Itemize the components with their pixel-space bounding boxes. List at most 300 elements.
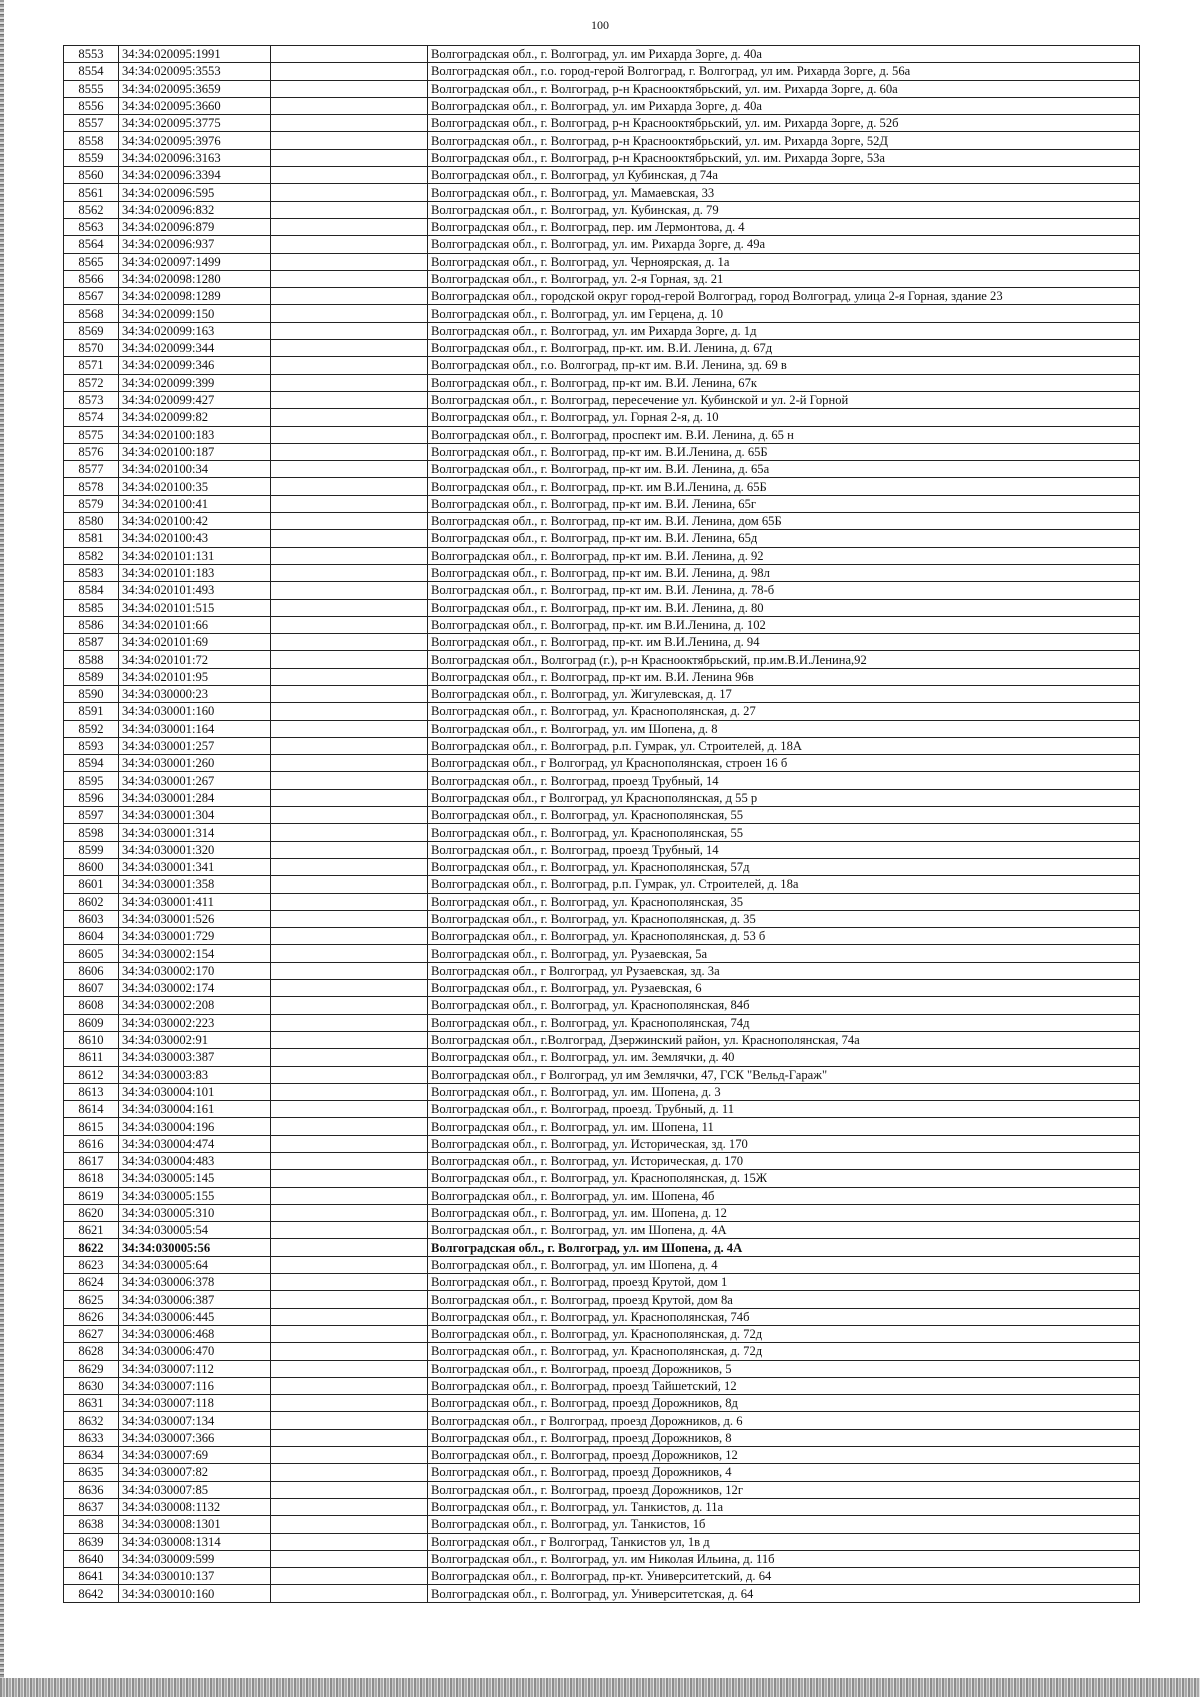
row-number-cell: 8636 — [64, 1481, 119, 1498]
address-cell: Волгоградская обл., городской округ город-герой Волгоград, город Волгоград, улица 2-я Горная, здание 23 — [428, 288, 1140, 305]
empty-cell — [271, 1343, 428, 1360]
address-cell: Волгоградская обл., г. Волгоград, ул. Краснополянская, д. 15Ж — [428, 1170, 1140, 1187]
table-row — [64, 789, 1140, 806]
table-row — [64, 149, 1140, 166]
empty-cell — [271, 685, 428, 702]
empty-cell — [271, 513, 428, 530]
cadastral-number-cell: 34:34:020099:399 — [119, 374, 271, 391]
table-row — [64, 1135, 1140, 1152]
address-cell: Волгоградская обл., г. Волгоград, ул. им Рихарда Зорге, д. 40а — [428, 46, 1140, 63]
address-cell: Волгоградская обл., г. Волгоград, пр-кт. им. В.И. Ленина, д. 67д — [428, 340, 1140, 357]
address-cell: Волгоградская обл., г. Волгоград, ул. Танкистов, д. 11а — [428, 1498, 1140, 1515]
empty-cell — [271, 858, 428, 875]
table-row — [64, 1429, 1140, 1446]
empty-cell — [271, 357, 428, 374]
empty-cell — [271, 1049, 428, 1066]
address-cell: Волгоградская обл., г. Волгоград, ул. Краснополянская, 57д — [428, 858, 1140, 875]
row-number-cell: 8601 — [64, 876, 119, 893]
empty-cell — [271, 305, 428, 322]
cadastral-number-cell: 34:34:020101:66 — [119, 616, 271, 633]
table-row — [64, 409, 1140, 426]
address-cell: Волгоградская обл., г. Волгоград, ул. им Рихарда Зорге, д. 40а — [428, 97, 1140, 114]
address-cell: Волгоградская обл., г. Волгоград, ул. Краснополянская, 55 — [428, 824, 1140, 841]
empty-cell — [271, 893, 428, 910]
address-cell: Волгоградская обл., Волгоград (г.), р-н Краснооктябрьский, пр.им.В.И.Ленина,92 — [428, 651, 1140, 668]
cadastral-number-cell: 34:34:020099:346 — [119, 357, 271, 374]
address-cell: Волгоградская обл., г. Волгоград, ул. им. Шопена, 11 — [428, 1118, 1140, 1135]
table-row — [64, 582, 1140, 599]
table-row — [64, 1325, 1140, 1342]
empty-cell — [271, 288, 428, 305]
empty-cell — [271, 340, 428, 357]
row-number-cell: 8568 — [64, 305, 119, 322]
table-row — [64, 928, 1140, 945]
table-row — [64, 634, 1140, 651]
row-number-cell: 8631 — [64, 1395, 119, 1412]
cadastral-number-cell: 34:34:030001:160 — [119, 703, 271, 720]
row-number-cell: 8570 — [64, 340, 119, 357]
row-number-cell: 8589 — [64, 668, 119, 685]
row-number-cell: 8560 — [64, 167, 119, 184]
table-row — [64, 495, 1140, 512]
address-cell: Волгоградская обл., г. Волгоград, ул. Танкистов, 1б — [428, 1516, 1140, 1533]
table-row — [64, 1222, 1140, 1239]
empty-cell — [271, 616, 428, 633]
table-row — [64, 1550, 1140, 1567]
empty-cell — [271, 1429, 428, 1446]
table-row — [64, 1170, 1140, 1187]
table-row — [64, 46, 1140, 63]
table-row — [64, 1464, 1140, 1481]
cadastral-number-cell: 34:34:030004:101 — [119, 1083, 271, 1100]
address-cell: Волгоградская обл., г. Волгоград, ул. им Шопена, д. 4А — [428, 1239, 1140, 1256]
empty-cell — [271, 1360, 428, 1377]
address-cell: Волгоградская обл., г.о. город-герой Волгоград, г. Волгоград, ул им. Рихарда Зорге, д. 56а — [428, 63, 1140, 80]
address-cell: Волгоградская обл., г Волгоград, Танкистов ул, 1в д — [428, 1533, 1140, 1550]
empty-cell — [271, 1118, 428, 1135]
row-number-cell: 8611 — [64, 1049, 119, 1066]
cadastral-number-cell: 34:34:030003:387 — [119, 1049, 271, 1066]
row-number-cell: 8554 — [64, 63, 119, 80]
table-row — [64, 1291, 1140, 1308]
row-number-cell: 8565 — [64, 253, 119, 270]
cadastral-number-cell: 34:34:020096:879 — [119, 218, 271, 235]
row-number-cell: 8616 — [64, 1135, 119, 1152]
table-row — [64, 1516, 1140, 1533]
row-number-cell: 8561 — [64, 184, 119, 201]
address-cell: Волгоградская обл., г. Волгоград, ул. им. Шопена, д. 12 — [428, 1204, 1140, 1221]
scan-edge-left — [0, 0, 4, 1697]
address-cell: Волгоградская обл., г Волгоград, проезд Дорожников, д. 6 — [428, 1412, 1140, 1429]
empty-cell — [271, 772, 428, 789]
cadastral-number-cell: 34:34:020095:3660 — [119, 97, 271, 114]
cadastral-number-cell: 34:34:020100:187 — [119, 443, 271, 460]
row-number-cell: 8585 — [64, 599, 119, 616]
row-number-cell: 8630 — [64, 1377, 119, 1394]
table-row — [64, 703, 1140, 720]
scan-edge-bottom — [0, 1678, 1200, 1697]
address-cell: Волгоградская обл., г Волгоград, ул Рузаевская, зд. 3а — [428, 962, 1140, 979]
row-number-cell: 8629 — [64, 1360, 119, 1377]
table-row — [64, 63, 1140, 80]
empty-cell — [271, 651, 428, 668]
empty-cell — [271, 530, 428, 547]
address-cell: Волгоградская обл., г. Волгоград, пр-кт им. В.И. Ленина, д. 78-б — [428, 582, 1140, 599]
cadastral-number-cell: 34:34:030007:85 — [119, 1481, 271, 1498]
address-cell: Волгоградская обл., г. Волгоград, проезд Дорожников, 8 — [428, 1429, 1140, 1446]
cadastral-number-cell: 34:34:030001:267 — [119, 772, 271, 789]
table-row — [64, 980, 1140, 997]
table-row — [64, 616, 1140, 633]
cadastral-number-cell: 34:34:020100:34 — [119, 461, 271, 478]
registry-table-body — [64, 46, 1140, 1603]
empty-cell — [271, 547, 428, 564]
cadastral-number-cell: 34:34:030002:91 — [119, 1031, 271, 1048]
table-row — [64, 357, 1140, 374]
empty-cell — [271, 876, 428, 893]
cadastral-number-cell: 34:34:020098:1289 — [119, 288, 271, 305]
table-row — [64, 115, 1140, 132]
table-row — [64, 962, 1140, 979]
cadastral-number-cell: 34:34:020101:515 — [119, 599, 271, 616]
address-cell: Волгоградская обл., г. Волгоград, ул. Краснополянская, д. 53 б — [428, 928, 1140, 945]
cadastral-number-cell: 34:34:030001:411 — [119, 893, 271, 910]
cadastral-number-cell: 34:34:020095:3976 — [119, 132, 271, 149]
empty-cell — [271, 1153, 428, 1170]
table-row — [64, 201, 1140, 218]
table-row — [64, 1447, 1140, 1464]
empty-cell — [271, 1550, 428, 1567]
cadastral-number-cell: 34:34:020095:3775 — [119, 115, 271, 132]
empty-cell — [271, 668, 428, 685]
row-number-cell: 8604 — [64, 928, 119, 945]
table-row — [64, 132, 1140, 149]
row-number-cell: 8637 — [64, 1498, 119, 1515]
table-row — [64, 1031, 1140, 1048]
row-number-cell: 8572 — [64, 374, 119, 391]
address-cell: Волгоградская обл., г Волгоград, ул им Землячки, 47, ГСК "Вельд-Гараж" — [428, 1066, 1140, 1083]
table-row — [64, 253, 1140, 270]
cadastral-number-cell: 34:34:020097:1499 — [119, 253, 271, 270]
row-number-cell: 8596 — [64, 789, 119, 806]
cadastral-number-cell: 34:34:030006:468 — [119, 1325, 271, 1342]
cadastral-number-cell: 34:34:030001:284 — [119, 789, 271, 806]
table-row — [64, 841, 1140, 858]
row-number-cell: 8559 — [64, 149, 119, 166]
empty-cell — [271, 1256, 428, 1273]
row-number-cell: 8600 — [64, 858, 119, 875]
table-row — [64, 893, 1140, 910]
row-number-cell: 8626 — [64, 1308, 119, 1325]
empty-cell — [271, 1274, 428, 1291]
empty-cell — [271, 218, 428, 235]
table-row — [64, 530, 1140, 547]
address-cell: Волгоградская обл., г. Волгоград, ул. Горная 2-я, д. 10 — [428, 409, 1140, 426]
empty-cell — [271, 149, 428, 166]
cadastral-number-cell: 34:34:020099:427 — [119, 391, 271, 408]
address-cell: Волгоградская обл., г. Волгоград, р.п. Гумрак, ул. Строителей, д. 18А — [428, 737, 1140, 754]
address-cell: Волгоградская обл., г. Волгоград, проезд Дорожников, 8д — [428, 1395, 1140, 1412]
row-number-cell: 8640 — [64, 1550, 119, 1567]
empty-cell — [271, 928, 428, 945]
address-cell: Волгоградская обл., г. Волгоград, пр-кт им. В.И. Ленина, д. 65а — [428, 461, 1140, 478]
empty-cell — [271, 1083, 428, 1100]
cadastral-number-cell: 34:34:030005:54 — [119, 1222, 271, 1239]
table-row — [64, 1585, 1140, 1602]
table-row — [64, 685, 1140, 702]
table-row — [64, 513, 1140, 530]
address-cell: Волгоградская обл., г. Волгоград, ул. Мамаевская, 33 — [428, 184, 1140, 201]
address-cell: Волгоградская обл., г. Волгоград, ул. Краснополянская, д. 72д — [428, 1343, 1140, 1360]
empty-cell — [271, 1325, 428, 1342]
empty-cell — [271, 1222, 428, 1239]
empty-cell — [271, 115, 428, 132]
row-number-cell: 8603 — [64, 910, 119, 927]
table-row — [64, 807, 1140, 824]
empty-cell — [271, 1135, 428, 1152]
empty-cell — [271, 1031, 428, 1048]
cadastral-number-cell: 34:34:030002:174 — [119, 980, 271, 997]
row-number-cell: 8557 — [64, 115, 119, 132]
empty-cell — [271, 253, 428, 270]
cadastral-number-cell: 34:34:020100:42 — [119, 513, 271, 530]
address-cell: Волгоградская обл., г. Волгоград, р-н Краснооктябрьский, ул. им. Рихарда Зорге, д. 60а — [428, 80, 1140, 97]
row-number-cell: 8639 — [64, 1533, 119, 1550]
row-number-cell: 8608 — [64, 997, 119, 1014]
table-row — [64, 858, 1140, 875]
row-number-cell: 8564 — [64, 236, 119, 253]
row-number-cell: 8625 — [64, 1291, 119, 1308]
cadastral-number-cell: 34:34:030004:483 — [119, 1153, 271, 1170]
empty-cell — [271, 1395, 428, 1412]
row-number-cell: 8558 — [64, 132, 119, 149]
cadastral-number-cell: 34:34:020101:72 — [119, 651, 271, 668]
empty-cell — [271, 1066, 428, 1083]
cadastral-number-cell: 34:34:030007:82 — [119, 1464, 271, 1481]
row-number-cell: 8612 — [64, 1066, 119, 1083]
cadastral-number-cell: 34:34:030004:161 — [119, 1101, 271, 1118]
row-number-cell: 8556 — [64, 97, 119, 114]
cadastral-number-cell: 34:34:030007:134 — [119, 1412, 271, 1429]
cadastral-number-cell: 34:34:020096:3163 — [119, 149, 271, 166]
address-cell: Волгоградская обл., г. Волгоград, ул. им Николая Ильина, д. 11б — [428, 1550, 1140, 1567]
table-row — [64, 340, 1140, 357]
address-cell: Волгоградская обл., г. Волгоград, ул. Краснополянская, 84б — [428, 997, 1140, 1014]
row-number-cell: 8598 — [64, 824, 119, 841]
cadastral-number-cell: 34:34:030004:474 — [119, 1135, 271, 1152]
table-row — [64, 1083, 1140, 1100]
cadastral-number-cell: 34:34:020099:150 — [119, 305, 271, 322]
address-cell: Волгоградская обл., г. Волгоград, ул. Университетская, д. 64 — [428, 1585, 1140, 1602]
address-cell: Волгоградская обл., г. Волгоград, ул. им Рихарда Зорге, д. 1д — [428, 322, 1140, 339]
cadastral-number-cell: 34:34:020096:3394 — [119, 167, 271, 184]
empty-cell — [271, 1187, 428, 1204]
row-number-cell: 8605 — [64, 945, 119, 962]
table-row — [64, 1101, 1140, 1118]
table-row — [64, 1412, 1140, 1429]
row-number-cell: 8577 — [64, 461, 119, 478]
cadastral-number-cell: 34:34:030006:387 — [119, 1291, 271, 1308]
address-cell: Волгоградская обл., г. Волгоград, р-н Краснооктябрьский, ул. им. Рихарда Зорге, 53а — [428, 149, 1140, 166]
table-row — [64, 97, 1140, 114]
cadastral-number-cell: 34:34:030001:729 — [119, 928, 271, 945]
cadastral-number-cell: 34:34:030005:310 — [119, 1204, 271, 1221]
address-cell: Волгоградская обл., г. Волгоград, ул. им. Шопена, д. 3 — [428, 1083, 1140, 1100]
empty-cell — [271, 443, 428, 460]
empty-cell — [271, 1516, 428, 1533]
row-number-cell: 8582 — [64, 547, 119, 564]
empty-cell — [271, 97, 428, 114]
table-row — [64, 1360, 1140, 1377]
row-number-cell: 8620 — [64, 1204, 119, 1221]
address-cell: Волгоградская обл., г. Волгоград, ул. им. Шопена, 4б — [428, 1187, 1140, 1204]
table-row — [64, 755, 1140, 772]
address-cell: Волгоградская обл., г. Волгоград, пер. им Лермонтова, д. 4 — [428, 218, 1140, 235]
row-number-cell: 8571 — [64, 357, 119, 374]
table-row — [64, 1377, 1140, 1394]
empty-cell — [271, 980, 428, 997]
cadastral-number-cell: 34:34:020095:3659 — [119, 80, 271, 97]
address-cell: Волгоградская обл., г. Волгоград, пр-кт им. В.И. Ленина, 65д — [428, 530, 1140, 547]
table-row — [64, 184, 1140, 201]
cadastral-number-cell: 34:34:020100:35 — [119, 478, 271, 495]
table-row — [64, 547, 1140, 564]
table-row — [64, 1153, 1140, 1170]
row-number-cell: 8590 — [64, 685, 119, 702]
empty-cell — [271, 478, 428, 495]
empty-cell — [271, 80, 428, 97]
cadastral-number-cell: 34:34:030007:118 — [119, 1395, 271, 1412]
empty-cell — [271, 962, 428, 979]
empty-cell — [271, 1447, 428, 1464]
cadastral-number-cell: 34:34:020101:183 — [119, 564, 271, 581]
row-number-cell: 8615 — [64, 1118, 119, 1135]
cadastral-number-cell: 34:34:030008:1132 — [119, 1498, 271, 1515]
cadastral-number-cell: 34:34:030002:208 — [119, 997, 271, 1014]
empty-cell — [271, 1291, 428, 1308]
table-row — [64, 374, 1140, 391]
address-cell: Волгоградская обл., г. Волгоград, проезд Трубный, 14 — [428, 841, 1140, 858]
address-cell: Волгоградская обл., г. Волгоград, проезд Крутой, дом 1 — [428, 1274, 1140, 1291]
cadastral-number-cell: 34:34:020101:493 — [119, 582, 271, 599]
row-number-cell: 8632 — [64, 1412, 119, 1429]
cadastral-number-cell: 34:34:020101:69 — [119, 634, 271, 651]
address-cell: Волгоградская обл., г. Волгоград, ул. Рузаевская, 6 — [428, 980, 1140, 997]
address-cell: Волгоградская обл., г. Волгоград, пр-кт им. В.И.Ленина, д. 65Б — [428, 443, 1140, 460]
cadastral-number-cell: 34:34:030002:154 — [119, 945, 271, 962]
empty-cell — [271, 132, 428, 149]
empty-cell — [271, 945, 428, 962]
cadastral-number-cell: 34:34:030001:320 — [119, 841, 271, 858]
row-number-cell: 8591 — [64, 703, 119, 720]
row-number-cell: 8607 — [64, 980, 119, 997]
address-cell: Волгоградская обл., г. Волгоград, пр-кт. Университетский, д. 64 — [428, 1568, 1140, 1585]
empty-cell — [271, 426, 428, 443]
cadastral-number-cell: 34:34:030007:112 — [119, 1360, 271, 1377]
table-row — [64, 1256, 1140, 1273]
row-number-cell: 8594 — [64, 755, 119, 772]
empty-cell — [271, 789, 428, 806]
address-cell: Волгоградская обл., г.Волгоград, Дзержинский район, ул. Краснополянская, 74а — [428, 1031, 1140, 1048]
address-cell: Волгоградская обл., г. Волгоград, проезд Крутой, дом 8а — [428, 1291, 1140, 1308]
address-cell: Волгоградская обл., г. Волгоград, ул. Краснополянская, д. 35 — [428, 910, 1140, 927]
cadastral-number-cell: 34:34:030003:83 — [119, 1066, 271, 1083]
table-row — [64, 910, 1140, 927]
row-number-cell: 8619 — [64, 1187, 119, 1204]
cadastral-number-cell: 34:34:030004:196 — [119, 1118, 271, 1135]
address-cell: Волгоградская обл., г. Волгоград, р.п. Гумрак, ул. Строителей, д. 18а — [428, 876, 1140, 893]
cadastral-number-cell: 34:34:030000:23 — [119, 685, 271, 702]
address-cell: Волгоградская обл., г. Волгоград, ул. им. Рихарда Зорге, д. 49а — [428, 236, 1140, 253]
address-cell: Волгоградская обл., г. Волгоград, р-н Краснооктябрьский, ул. им. Рихарда Зорге, 52Д — [428, 132, 1140, 149]
row-number-cell: 8634 — [64, 1447, 119, 1464]
empty-cell — [271, 1204, 428, 1221]
address-cell: Волгоградская обл., г. Волгоград, пр-кт. им В.И.Ленина, д. 102 — [428, 616, 1140, 633]
row-number-cell: 8584 — [64, 582, 119, 599]
table-row — [64, 824, 1140, 841]
row-number-cell: 8575 — [64, 426, 119, 443]
empty-cell — [271, 737, 428, 754]
empty-cell — [271, 495, 428, 512]
table-row — [64, 80, 1140, 97]
address-cell: Волгоградская обл., г. Волгоград, ул Кубинская, д 74а — [428, 167, 1140, 184]
address-cell: Волгоградская обл., г. Волгоград, проезд Дорожников, 12г — [428, 1481, 1140, 1498]
address-cell: Волгоградская обл., г.о. Волгоград, пр-кт им. В.И. Ленина, зд. 69 в — [428, 357, 1140, 374]
row-number-cell: 8579 — [64, 495, 119, 512]
address-cell: Волгоградская обл., г. Волгоград, проезд Тайшетский, 12 — [428, 1377, 1140, 1394]
table-row — [64, 772, 1140, 789]
address-cell: Волгоградская обл., г. Волгоград, пр-кт им. В.И. Ленина, д. 98л — [428, 564, 1140, 581]
row-number-cell: 8581 — [64, 530, 119, 547]
address-cell: Волгоградская обл., г. Волгоград, ул. им. Землячки, д. 40 — [428, 1049, 1140, 1066]
empty-cell — [271, 634, 428, 651]
row-number-cell: 8623 — [64, 1256, 119, 1273]
empty-cell — [271, 63, 428, 80]
table-row — [64, 876, 1140, 893]
cadastral-number-cell: 34:34:030006:378 — [119, 1274, 271, 1291]
row-number-cell: 8567 — [64, 288, 119, 305]
empty-cell — [271, 1498, 428, 1515]
empty-cell — [271, 236, 428, 253]
address-cell: Волгоградская обл., г. Волгоград, ул. Краснополянская, 74б — [428, 1308, 1140, 1325]
empty-cell — [271, 184, 428, 201]
address-cell: Волгоградская обл., г. Волгоград, ул. Историческая, д. 170 — [428, 1153, 1140, 1170]
table-row — [64, 270, 1140, 287]
row-number-cell: 8622 — [64, 1239, 119, 1256]
table-row — [64, 651, 1140, 668]
address-cell: Волгоградская обл., г Волгоград, ул Краснополянская, строен 16 б — [428, 755, 1140, 772]
cadastral-number-cell: 34:34:030002:170 — [119, 962, 271, 979]
cadastral-number-cell: 34:34:030008:1301 — [119, 1516, 271, 1533]
row-number-cell: 8633 — [64, 1429, 119, 1446]
row-number-cell: 8618 — [64, 1170, 119, 1187]
row-number-cell: 8587 — [64, 634, 119, 651]
table-row — [64, 426, 1140, 443]
cadastral-number-cell: 34:34:030001:164 — [119, 720, 271, 737]
empty-cell — [271, 1170, 428, 1187]
table-row — [64, 1568, 1140, 1585]
address-cell: Волгоградская обл., г. Волгоград, ул. им Шопена, д. 8 — [428, 720, 1140, 737]
address-cell: Волгоградская обл., г. Волгоград, ул. Историческая, зд. 170 — [428, 1135, 1140, 1152]
empty-cell — [271, 1533, 428, 1550]
empty-cell — [271, 374, 428, 391]
row-number-cell: 8602 — [64, 893, 119, 910]
row-number-cell: 8627 — [64, 1325, 119, 1342]
empty-cell — [271, 1585, 428, 1602]
address-cell: Волгоградская обл., г. Волгоград, ул. Краснополянская, 35 — [428, 893, 1140, 910]
row-number-cell: 8555 — [64, 80, 119, 97]
cadastral-number-cell: 34:34:030001:526 — [119, 910, 271, 927]
